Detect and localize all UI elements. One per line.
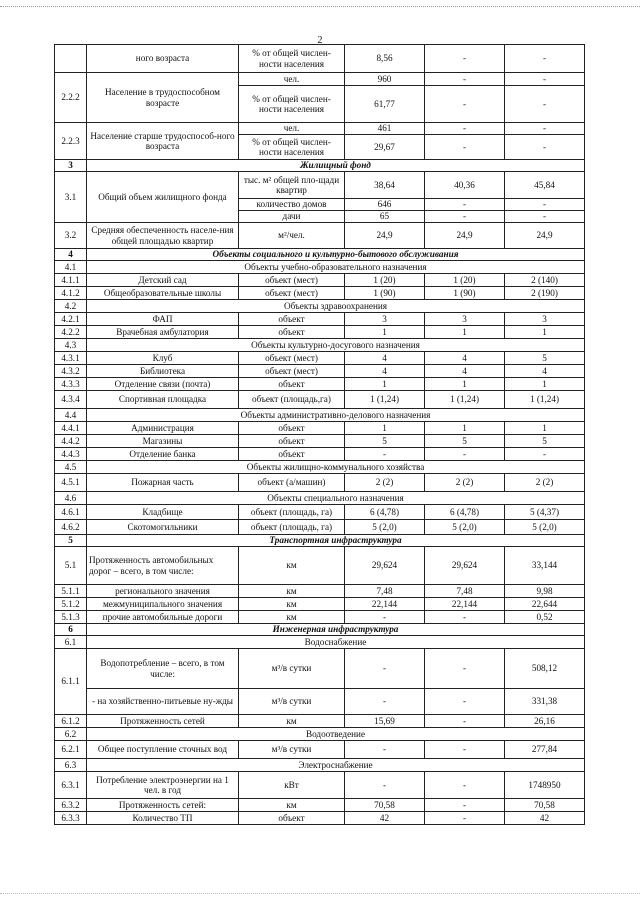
table-cell: 6.1 [55,636,87,649]
table-cell: 1 (1,24) [345,391,425,409]
table-cell: - [505,211,585,223]
table-cell: 6.2.1 [55,741,87,759]
table-row [55,313,585,326]
table-cell: объект [239,435,345,448]
table-cell: 29,624 [425,547,505,585]
table-cell: 4.5 [55,461,87,474]
table-cell: Водоснабжение [87,636,585,649]
table-cell: 5.1.2 [55,598,87,611]
table-cell: 70,58 [345,799,425,812]
table-cell: - [425,649,505,689]
table-cell: 4 [425,365,505,378]
table-cell: 4.3.1 [55,352,87,365]
table-cell: 4.4.3 [55,448,87,461]
table-cell: % от общей числен-ности населения [239,45,345,73]
table-cell: 5 [505,435,585,448]
table-cell: 3 [505,313,585,326]
table-cell: 6.1.2 [55,715,87,728]
table-row [55,649,585,689]
table-row [55,492,585,505]
table-cell: 4.2 [55,300,87,313]
table-cell: - [425,741,505,759]
table-cell: Транспортная инфраструктура [87,535,585,547]
table-cell: 3 [55,160,87,172]
table-cell: 1 [505,422,585,435]
table-cell: Детский сад [87,274,239,287]
table-cell: 4.5.1 [55,474,87,492]
table-cell: - [425,448,505,461]
table-cell: 2 (2) [345,474,425,492]
table-row [55,448,585,461]
table-cell: 6 (4,78) [425,505,505,520]
table-cell: 22,144 [425,598,505,611]
table-cell: 4.1 [55,261,87,274]
table-row [55,461,585,474]
table-cell: 4 [345,352,425,365]
table-cell: чел. [239,73,345,86]
table-cell: 5 [345,435,425,448]
table-cell: 3 [425,313,505,326]
table-cell: объект (площадь, га) [239,520,345,535]
table-cell: км [239,611,345,624]
table-cell: 2.2.3 [55,123,87,160]
table-cell: 1 (20) [345,274,425,287]
table-cell: м³/в сутки [239,689,345,715]
table-row [55,339,585,352]
table-cell: 33,144 [505,547,585,585]
table-cell: 1 [345,378,425,391]
table-cell: - [505,86,585,123]
page-number: 2 [317,35,323,46]
table-cell: 646 [345,199,425,211]
table-cell: 6 (4,78) [345,505,425,520]
table-cell: м³/в сутки [239,741,345,759]
table-cell: 4 [55,249,87,261]
table-cell: 0,52 [505,611,585,624]
table-cell: 22,144 [345,598,425,611]
table-cell: 4.4 [55,409,87,422]
table-row [55,160,585,172]
table-cell: - [345,741,425,759]
table-cell: - на хозяйственно-питьевые ну-жды [87,689,239,715]
table-cell: 24,9 [505,223,585,249]
table-cell: Средняя обеспеченность населе-ния общей площадью квартир [87,223,239,249]
table-cell: - [425,689,505,715]
table-cell: км [239,799,345,812]
table-cell: 2 (2) [425,474,505,492]
table-cell: 61,77 [345,86,425,123]
table-cell: Количество ТП [87,812,239,825]
table-cell [55,45,87,73]
table-cell: Общеобразовательные школы [87,287,239,300]
table-row [55,759,585,772]
table-cell: Объекты здравоохранения [87,300,585,313]
table-cell: 1 [345,422,425,435]
table-cell: Протяженность автомобильных дорог – всего, в том числе: [87,547,239,585]
table-cell: 2 (140) [505,274,585,287]
table-cell: Кладбище [87,505,239,520]
table-cell: Врачебная амбулатория [87,326,239,339]
table-row [55,300,585,313]
table-cell: Протяженность сетей [87,715,239,728]
table-cell: объект [239,313,345,326]
indicators-table [54,44,585,825]
table-cell: Администрация [87,422,239,435]
table-cell: 22,644 [505,598,585,611]
table-cell: 70,58 [505,799,585,812]
table-cell: 15,69 [345,715,425,728]
table-cell: 5 [505,352,585,365]
table-cell: 1 [425,378,505,391]
table-row [55,728,585,741]
table-cell: Объекты культурно-досугового назначения [87,339,585,352]
table-cell: 4.1.2 [55,287,87,300]
table-cell: Отделение банка [87,448,239,461]
table-cell: % от общей числен-ности населения [239,135,345,160]
table-cell: 24,9 [345,223,425,249]
table-cell: 4.6.1 [55,505,87,520]
table-cell: 8,56 [345,45,425,73]
table-cell: 461 [345,123,425,135]
table-cell: 5 [425,435,505,448]
table-cell: 1 [505,326,585,339]
table-cell: объект (площадь,га) [239,391,345,409]
table-cell: - [505,135,585,160]
table-cell: межмуниципального значения [87,598,239,611]
table-cell: Объекты учебно-образовательного назначения [87,261,585,274]
table-cell: 4 [345,365,425,378]
table-cell: ФАП [87,313,239,326]
table-cell: 45,84 [505,172,585,199]
table-cell: Население в трудоспособном возрасте [87,73,239,123]
table-cell: 331,38 [505,689,585,715]
table-cell: кВт [239,772,345,799]
table-cell: 6.3 [55,759,87,772]
table-row [55,547,585,585]
table-cell: - [425,45,505,73]
table-cell: 7,48 [345,585,425,598]
table-cell: регионального значения [87,585,239,598]
table-cell: объект [239,378,345,391]
table-cell: 1 (1,24) [505,391,585,409]
table-row [55,391,585,409]
table-cell: Скотомогильники [87,520,239,535]
table-cell: км [239,547,345,585]
table-cell: - [345,772,425,799]
table-cell: 4.3.3 [55,378,87,391]
table-cell: 5.1.1 [55,585,87,598]
table-cell: объект (площадь, га) [239,505,345,520]
table-cell: - [425,611,505,624]
table-cell: Отделение связи (почта) [87,378,239,391]
table-cell: км [239,585,345,598]
table-cell: 42 [505,812,585,825]
table-cell: 4.2.2 [55,326,87,339]
table-cell: 38,64 [345,172,425,199]
table-cell: 40,36 [425,172,505,199]
table-cell: 1 (1,24) [425,391,505,409]
table-cell: объект (мест) [239,352,345,365]
table-row [55,287,585,300]
table-cell: - [505,123,585,135]
table-row [55,274,585,287]
table-row [55,261,585,274]
table-cell: 2 (2) [505,474,585,492]
table-row [55,249,585,261]
table-cell: 42 [345,812,425,825]
table-cell: чел. [239,123,345,135]
table-cell: - [425,772,505,799]
table-cell: 4.3.2 [55,365,87,378]
table-cell: Объекты специального назначения [87,492,585,505]
table-cell: - [425,199,505,211]
table-cell: - [505,45,585,73]
table-row [55,689,585,715]
table-cell: 5.1 [55,547,87,585]
table-cell: - [505,73,585,86]
table-cell: объект (мест) [239,274,345,287]
table-cell: Общий объем жилищного фонда [87,172,239,223]
table-cell: тыс. м² общей пло-щади квартир [239,172,345,199]
table-cell: дачи [239,211,345,223]
table-cell: 6.3.2 [55,799,87,812]
table-cell: 1 [425,326,505,339]
table-cell: 4.6.2 [55,520,87,535]
table-row [55,505,585,520]
scan-edge-line-bottom [0,893,640,894]
table-cell: - [345,689,425,715]
table-cell: - [425,799,505,812]
table-cell: 3 [345,313,425,326]
table-row [55,326,585,339]
table-row [55,474,585,492]
table-cell: 6.3.3 [55,812,87,825]
table-cell: Общее поступление сточных вод [87,741,239,759]
table-cell: 1 (90) [345,287,425,300]
table-cell: 4.3 [55,339,87,352]
table-cell: 960 [345,73,425,86]
table-row [55,352,585,365]
table-row [55,799,585,812]
table-cell: Жилищный фонд [87,160,585,172]
table-cell: - [425,135,505,160]
table-cell: 4.6 [55,492,87,505]
table-cell: 1748950 [505,772,585,799]
indicators-table-body [55,45,585,825]
table-cell: прочие автомобильные дороги [87,611,239,624]
table-cell: 6.2 [55,728,87,741]
table-cell: 7,48 [425,585,505,598]
table-cell: % от общей числен-ности населения [239,86,345,123]
table-cell: 24,9 [425,223,505,249]
table-cell: объект [239,422,345,435]
table-cell: Спортивная площадка [87,391,239,409]
table-cell: - [505,448,585,461]
table-cell: 3.2 [55,223,87,249]
table-cell: 4.4.2 [55,435,87,448]
table-row [55,172,585,199]
table-row [55,123,585,135]
table-row [55,715,585,728]
table-cell: 4 [425,352,505,365]
table-cell: - [425,715,505,728]
table-cell: 29,67 [345,135,425,160]
table-cell: 5 (2,0) [345,520,425,535]
table-cell: 9,98 [505,585,585,598]
table-cell: 5 [55,535,87,547]
table-cell: км [239,715,345,728]
table-cell: - [345,649,425,689]
table-cell: м²/чел. [239,223,345,249]
table-row [55,422,585,435]
table-cell: - [425,812,505,825]
table-row [55,585,585,598]
table-row [55,535,585,547]
table-cell: 277,84 [505,741,585,759]
table-cell: 5.1.3 [55,611,87,624]
table-cell: 5 (4,37) [505,505,585,520]
table-row [55,636,585,649]
table-cell: объект (мест) [239,365,345,378]
table-cell: 2 (190) [505,287,585,300]
table-cell: Клуб [87,352,239,365]
table-row [55,409,585,422]
table-cell: Водоотведение [87,728,585,741]
table-cell: 65 [345,211,425,223]
table-cell: Пожарная часть [87,474,239,492]
table-cell: 4.3.4 [55,391,87,409]
table-cell: - [425,211,505,223]
table-cell: 4.4.1 [55,422,87,435]
table-cell: 6 [55,624,87,636]
table-cell: Водопотребление – всего, в том числе: [87,649,239,689]
table-cell: ного возраста [87,45,239,73]
table-cell: Инженерная инфраструктура [87,624,585,636]
table-row [55,741,585,759]
table-cell: объект (мест) [239,287,345,300]
table-row [55,772,585,799]
table-cell: 6.1.1 [55,649,87,715]
table-row [55,378,585,391]
table-row [55,73,585,86]
table-cell: - [345,611,425,624]
table-cell: 1 [505,378,585,391]
table-cell: 6.3.1 [55,772,87,799]
table-cell: - [425,73,505,86]
table-row [55,812,585,825]
table-cell: Магазины [87,435,239,448]
table-cell: 4.2.1 [55,313,87,326]
table-row [55,365,585,378]
table-cell: Протяженность сетей: [87,799,239,812]
table-cell: Объекты социального и культурно-бытового обслуживания [87,249,585,261]
table-row [55,598,585,611]
table-cell: Население старше трудоспособ-ного возраста [87,123,239,160]
table-cell: Потребление электроэнергии на 1 чел. в год [87,772,239,799]
table-cell: объект [239,812,345,825]
table-cell: - [425,123,505,135]
table-cell: Объекты жилищно-коммунального хозяйства [87,461,585,474]
table-row [55,611,585,624]
table-cell: 508,12 [505,649,585,689]
table-row [55,223,585,249]
table-cell: 1 (90) [425,287,505,300]
table-cell: Объекты административно-делового назначения [87,409,585,422]
table-cell: объект (а/машин) [239,474,345,492]
table-cell: 1 [425,422,505,435]
table-cell: 5 (2,0) [425,520,505,535]
table-cell: Библиотека [87,365,239,378]
table-cell: 4 [505,365,585,378]
table-cell: 3.1 [55,172,87,223]
table-cell: 2.2.2 [55,73,87,123]
table-cell: 1 (20) [425,274,505,287]
table-row [55,520,585,535]
table-cell: 5 (2,0) [505,520,585,535]
table-cell: 1 [345,326,425,339]
table-row [55,45,585,73]
table-row [55,435,585,448]
table-cell: 29,624 [345,547,425,585]
table-cell: Электроснабжение [87,759,585,772]
table-cell: 4.1.1 [55,274,87,287]
table-cell: 26,16 [505,715,585,728]
table-cell: - [505,199,585,211]
table-cell: - [425,86,505,123]
table-row [55,624,585,636]
table-cell: км [239,598,345,611]
scan-edge-line [0,6,640,8]
table-cell: объект [239,448,345,461]
table-cell: количество домов [239,199,345,211]
table-cell: - [345,448,425,461]
table-cell: объект [239,326,345,339]
table-cell: м³/в сутки [239,649,345,689]
